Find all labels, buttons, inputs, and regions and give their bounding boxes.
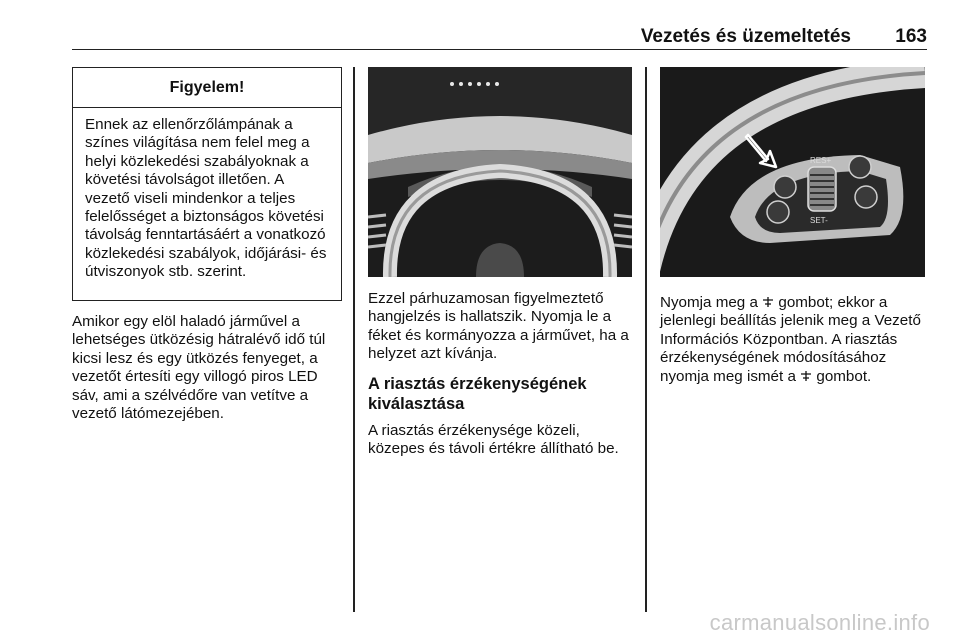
warning-text: Ennek az ellenőrzőlámpának a színes világítása nem felel meg a helyi közlekedési szabályoknak a követési távolságot illetően. A vezető viseli mindenkor a teljes felelősséget a biztonságos követési távolság fenntartásáért a vonatkozó közlekedési szabályok, időjárási- és útviszonyok stb. szerint. [85,116,327,281]
column-3-text [660,294,928,396]
press-text-middle: gombot; ekkor a jelenlegi beállítás jelenik meg a Vezető Információs Központban. A riasztás érzékenységének módosításához nyomja meg ismét a [660,294,921,385]
steering-wheel-illustration-icon [660,67,925,277]
windshield-illustration-icon [368,67,632,277]
warning-box [72,67,342,301]
watermark: carmanualsonline.info [709,610,930,635]
column-2-text [368,290,636,468]
paragraph-collision-alert: Amikor egy elöl haladó járművel a lehetséges ütközésig hátralévő idő túl kicsi lesz és egy ütközés fenyeget, a vezetőt értesíti egy villogó piros LED sáv, ami a szélvédőre van vetítve a vezető látómezejében. [72,313,326,423]
res-label: RES+ [810,156,832,165]
column-1-text [72,313,347,433]
press-text-end: gombot. [816,367,872,385]
section-heading: A riasztás érzékenységének kiválasztása [368,374,587,413]
following-distance-icon [800,370,812,382]
warning-title: Figyelem! [73,68,341,108]
page-number: 163 [895,26,927,47]
page-title: Vezetés és üzemeltetés [640,26,851,47]
page-header [72,20,927,50]
press-text-start: Nyomja meg a [660,294,758,311]
column-divider-1 [353,67,355,612]
paragraph-warning-sound: Ezzel párhuzamosan figyelmeztető hangjelzés is hallatszik. Nyomja le a féket és kormányozza a járművet, ha a helyzet azt kívánja. [368,290,629,363]
set-label: SET- [810,216,828,225]
following-distance-icon [762,296,774,308]
paragraph-press-button [660,294,928,386]
paragraph-sensitivity: A riasztás érzékenysége közeli, közepes és távoli értékre állítható be. [368,421,619,458]
column-divider-2 [645,67,647,612]
